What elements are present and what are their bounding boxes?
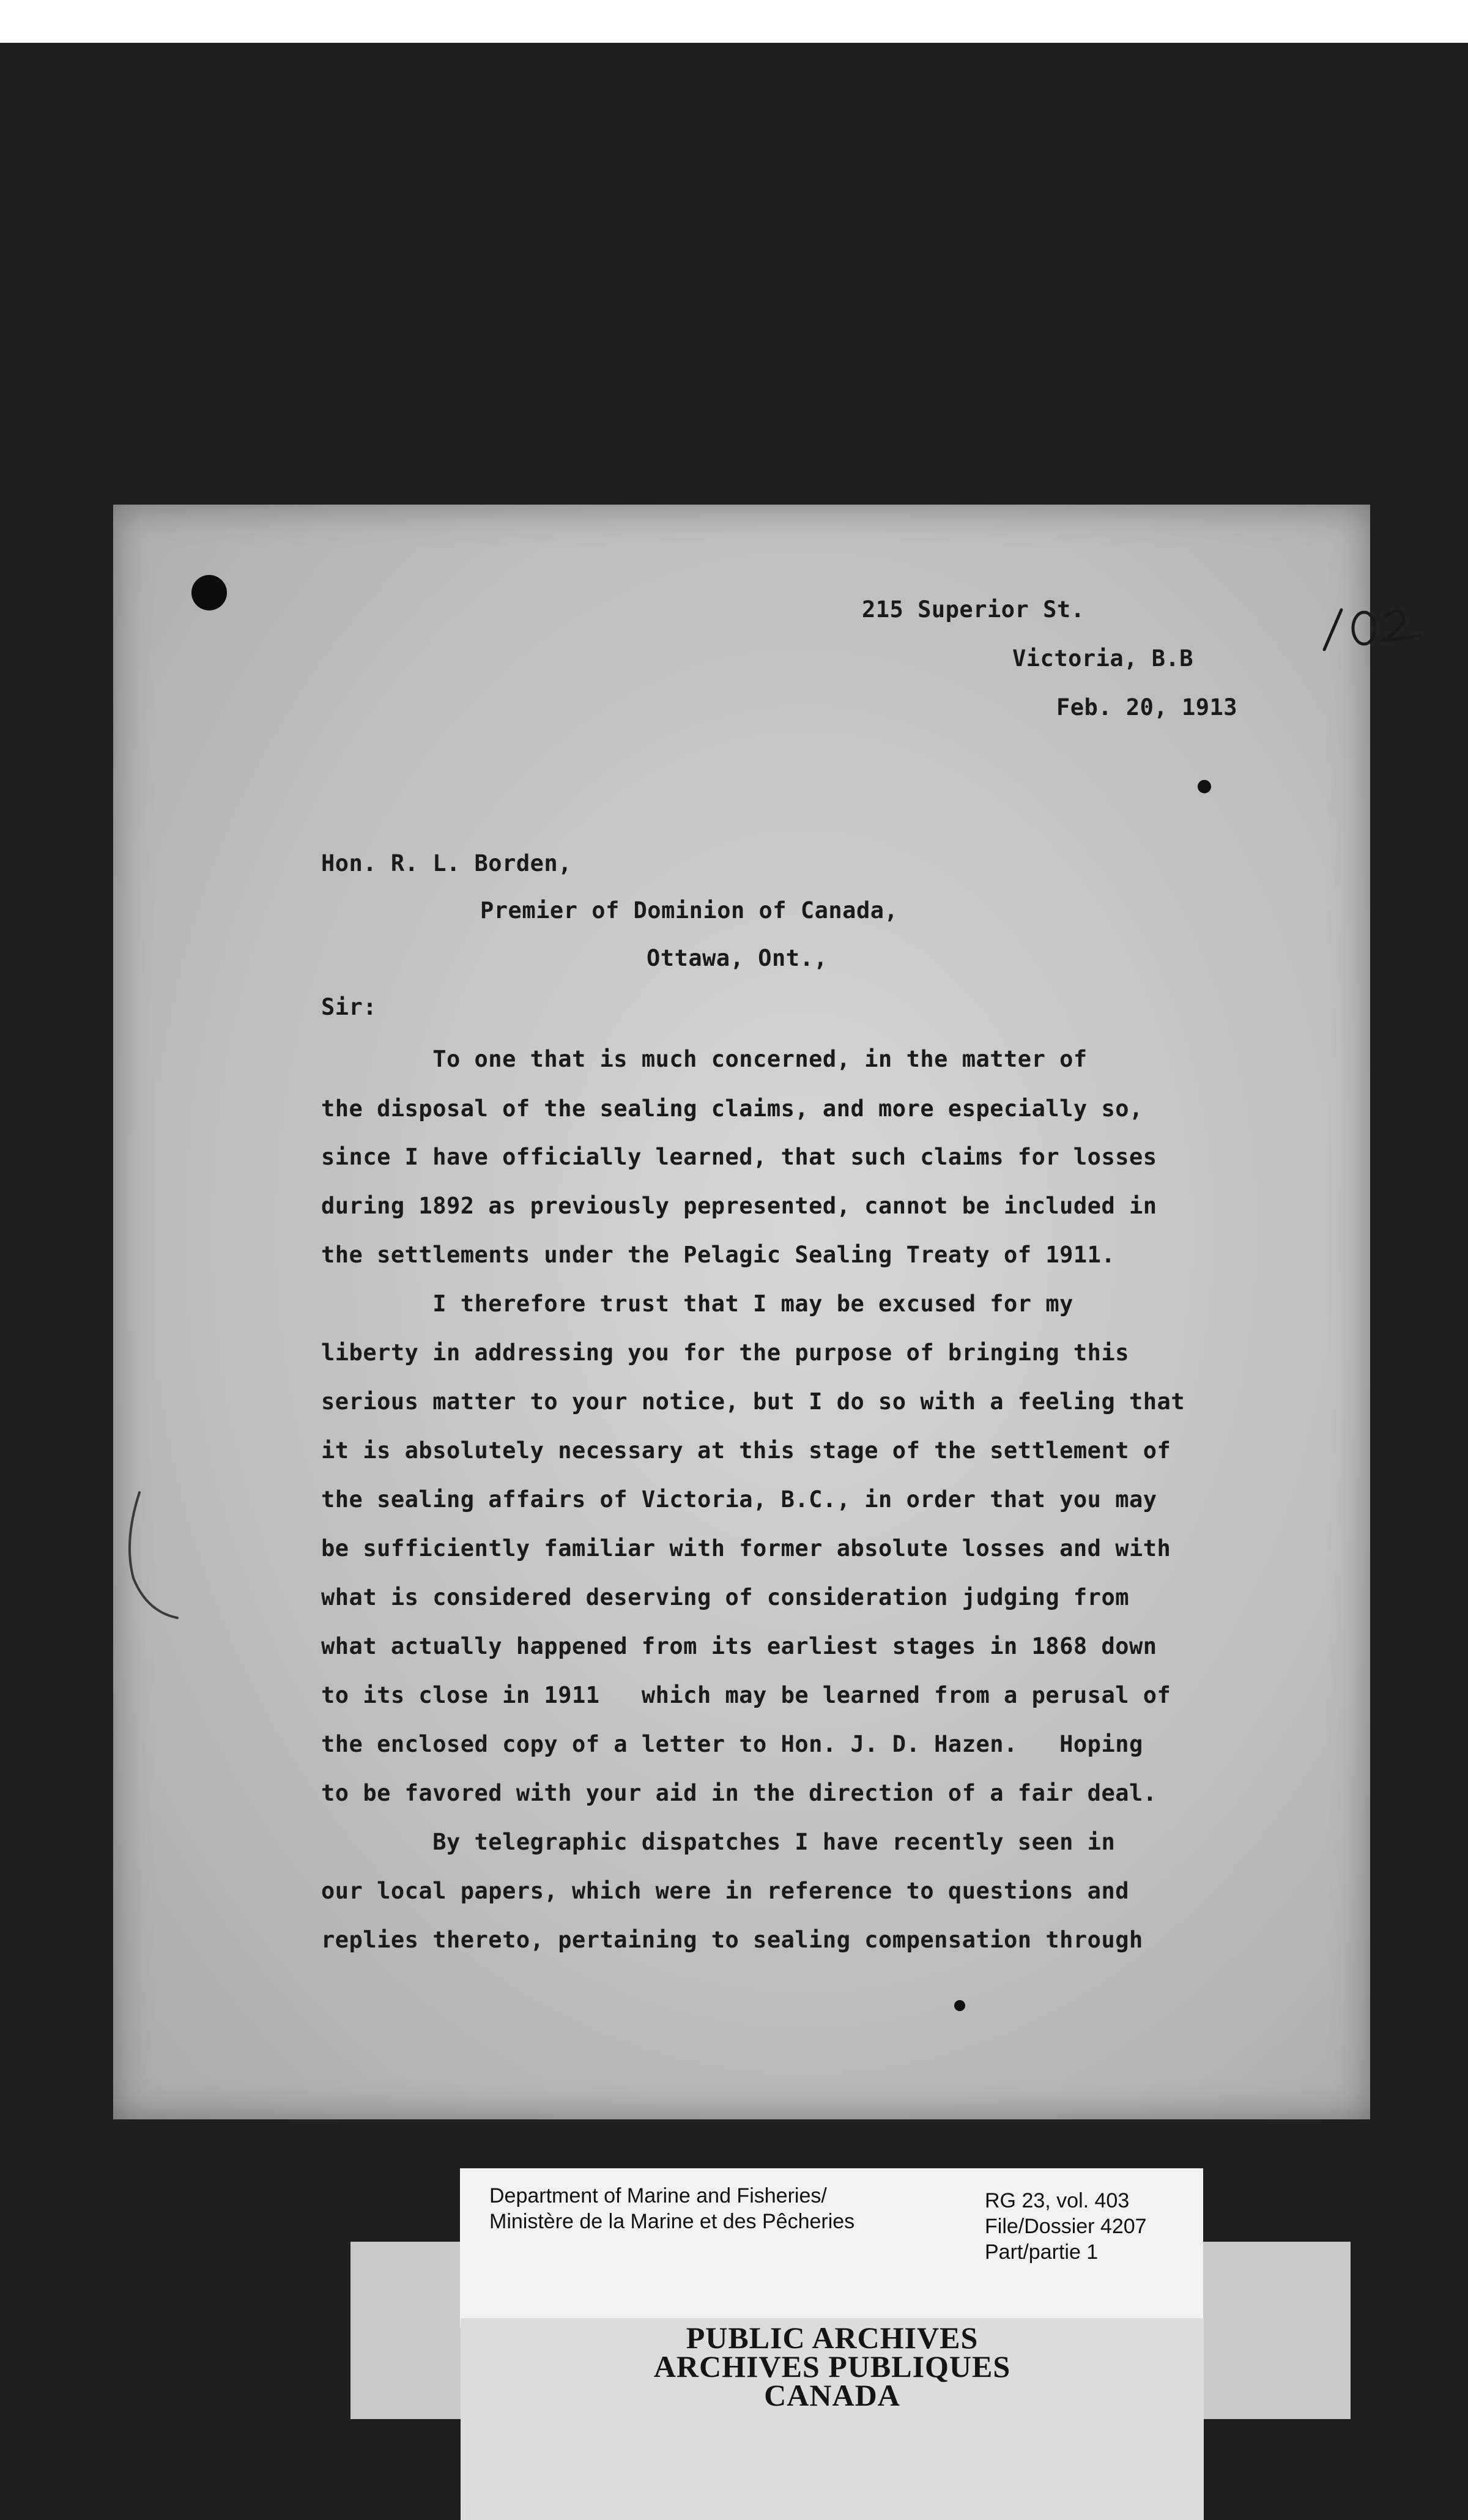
letter-date: Feb. 20, 1913 — [1056, 694, 1238, 721]
body-line: By telegraphic dispatches I have recently seen in — [321, 1829, 1116, 1855]
body-line: the disposal of the sealing claims, and more especially so, — [321, 1095, 1143, 1122]
recipient-place: Ottawa, Ont., — [647, 945, 828, 971]
address-city: Victoria, B.B — [1012, 645, 1194, 672]
recipient-title: Premier of Dominion of Canada, — [480, 897, 899, 924]
address-street: 215 Superior St. — [862, 596, 1085, 623]
stamp-line-country: CANADA — [764, 2378, 900, 2412]
part-number: Part/partie 1 — [985, 2240, 1099, 2264]
department-french: Ministère de la Marine et des Pêcheries — [489, 2210, 855, 2233]
body-line: liberty in addressing you for the purpose of bringing this — [321, 1340, 1130, 1366]
body-line: the settlements under the Pelagic Sealing Treaty of 1911. — [321, 1242, 1116, 1268]
body-line: our local papers, which were in reference to questions and — [321, 1878, 1130, 1904]
body-line: what actually happened from its earliest stages in 1868 down — [321, 1633, 1157, 1659]
stamp-line-english: PUBLIC ARCHIVES — [686, 2321, 979, 2355]
ink-blot — [1198, 780, 1211, 793]
department-english: Department of Marine and Fisheries/ — [489, 2184, 827, 2207]
letter-page — [113, 505, 1370, 2119]
body-line: since I have officially learned, that such claims for losses — [321, 1144, 1157, 1170]
public-archives-stamp — [461, 2318, 1204, 2520]
body-line: what is considered deserving of consideration judging from — [321, 1584, 1130, 1610]
body-line: during 1892 as previously pepresented, cannot be included in — [321, 1193, 1157, 1219]
salutation: Sir: — [321, 994, 377, 1020]
stamp-line-french: ARCHIVES PUBLIQUES — [653, 2349, 1011, 2384]
body-line: To one that is much concerned, in the matter of — [321, 1046, 1088, 1072]
body-line: be sufficiently familiar with former absolute losses and with — [321, 1535, 1171, 1562]
body-line: I therefore trust that I may be excused for my — [321, 1291, 1073, 1317]
body-line: it is absolutely necessary at this stage of the settlement of — [321, 1437, 1171, 1464]
body-line: the sealing affairs of Victoria, B.C., in order that you may — [321, 1486, 1157, 1513]
scan-top-border — [0, 0, 1468, 43]
punch-hole — [191, 575, 227, 610]
body-line: serious matter to your notice, but I do so with a feeling that — [321, 1388, 1185, 1415]
body-line: to its close in 1911 which may be learned from a perusal of — [321, 1682, 1171, 1708]
body-line: to be favored with your aid in the direction of a fair deal. — [321, 1780, 1157, 1806]
recipient-name: Hon. R. L. Borden, — [321, 850, 572, 876]
margin-pencil-mark — [110, 1486, 184, 1633]
body-line: replies thereto, pertaining to sealing compensation through — [321, 1927, 1143, 1953]
ink-blot — [954, 2000, 965, 2011]
folio-number-handwritten — [1312, 591, 1434, 677]
body-line: the enclosed copy of a letter to Hon. J. D. Hazen. Hoping — [321, 1731, 1143, 1757]
archive-reference-card — [460, 2168, 1203, 2327]
file-number: File/Dossier 4207 — [985, 2215, 1147, 2238]
record-group: RG 23, vol. 403 — [985, 2189, 1130, 2212]
